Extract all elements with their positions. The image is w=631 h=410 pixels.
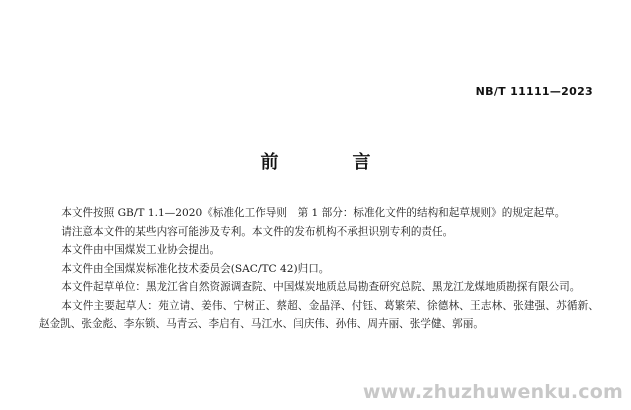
- paragraph-drafting-rules: 本文件按照 GB/T 1.1—2020《标准化工作导则 第 1 部分：标准化文件的结构和起草规则》的规定起草。: [61, 207, 566, 219]
- body-text: [39, 204, 599, 334]
- paragraph-drafting-units: 本文件起草单位：黑龙江省自然资源调查院、中国煤炭地质总局勘查研究总院、黑龙江龙煤地质勘探有限公司。: [61, 281, 581, 293]
- paragraph-patent-notice: 请注意本文件的某些内容可能涉及专利。本文件的发布机构不承担识别专利的责任。: [61, 225, 454, 238]
- paragraph-main-drafters: 本文件主要起草人：苑立请、姜伟、宁树正、蔡超、金晶泽、付钰、葛繁荣、徐德林、王志林、张建强、苏循新、赵金凯、张金彪、李东锁、马青云、李启有、马江水、闫庆伟、孙伟、周卉丽、张学健、郭丽。: [39, 299, 599, 330]
- paragraph-proposer: 本文件由中国煤炭工业协会提出。: [61, 244, 221, 256]
- paragraph-committee: 本文件由全国煤炭标准化技术委员会(SAC/TC 42)归口。: [61, 262, 330, 275]
- standard-number: NB/T 11111—2023: [475, 85, 593, 98]
- page-title: 前 言: [260, 152, 399, 173]
- watermark-text: www.zhuzhuwenku.com: [362, 381, 623, 403]
